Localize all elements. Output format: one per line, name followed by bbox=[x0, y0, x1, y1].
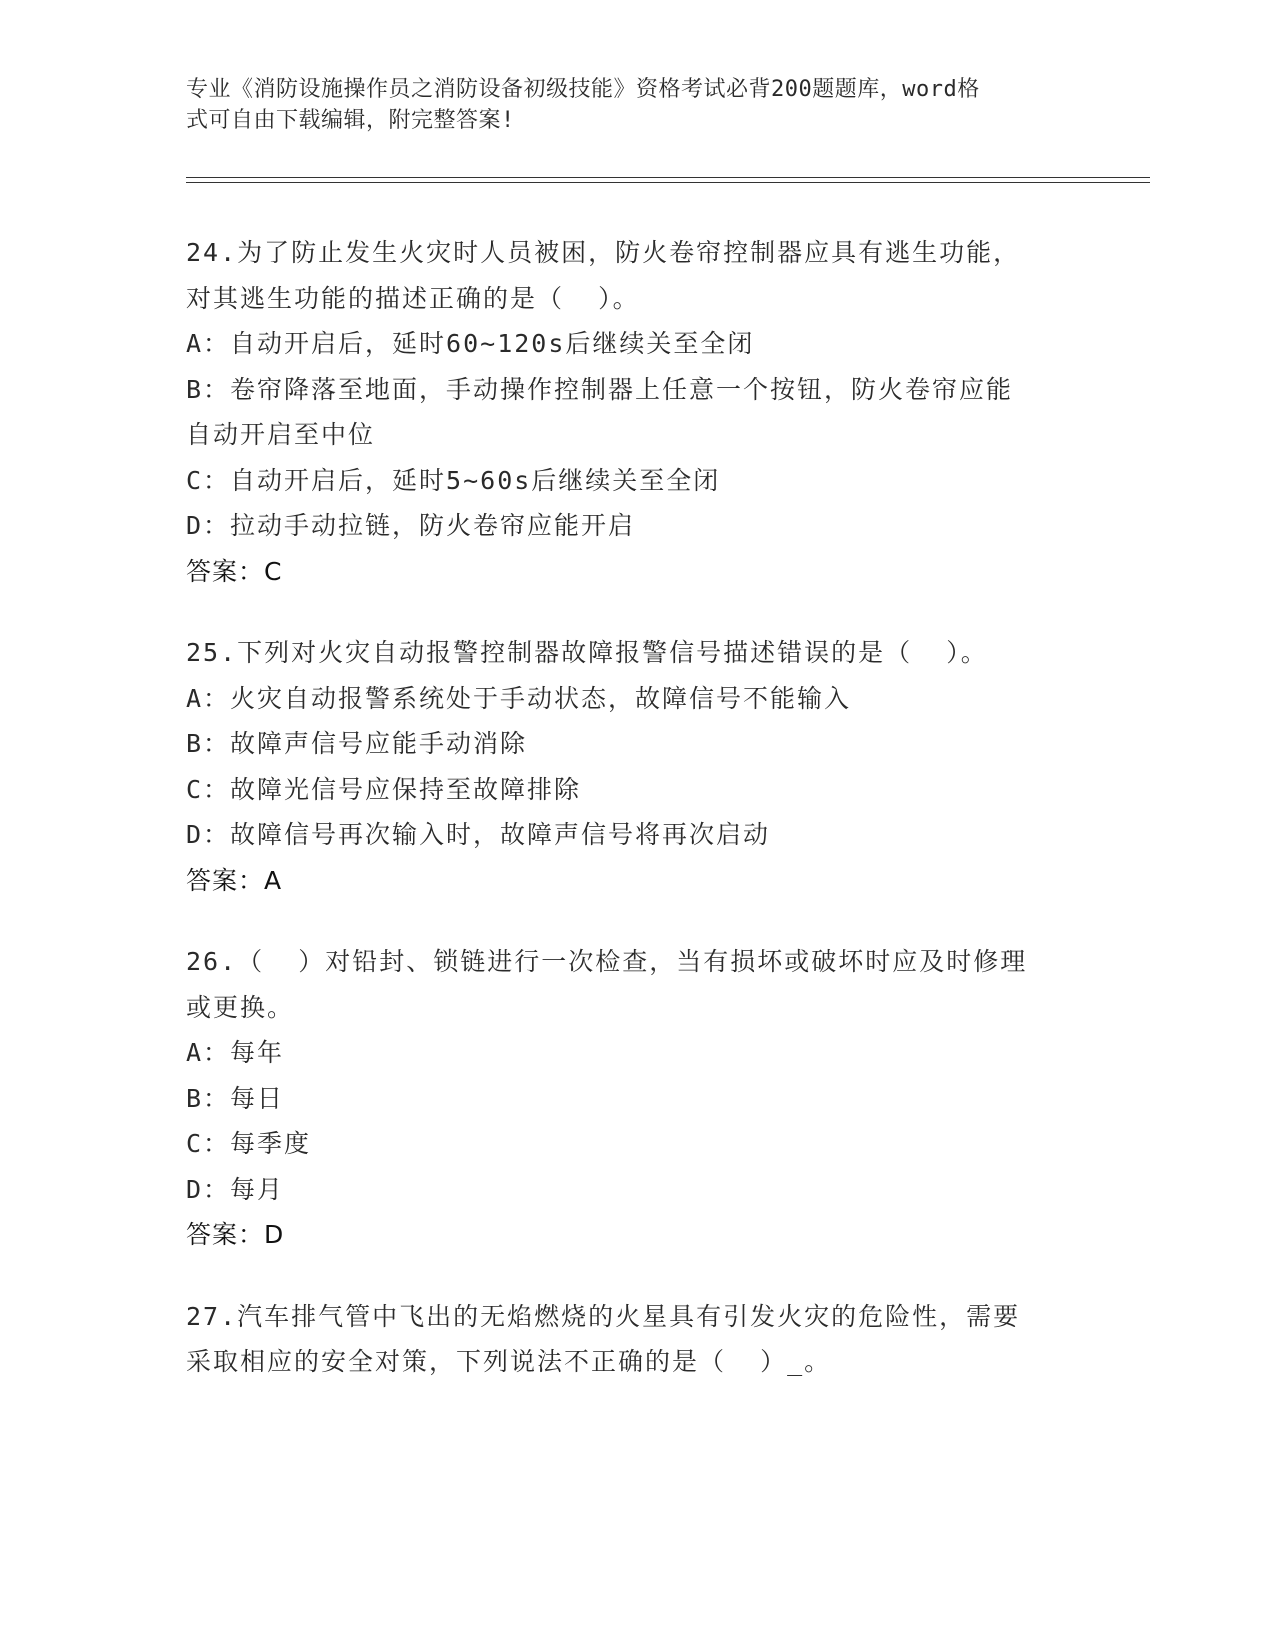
question-stem: 26.（ ）对铅封、锁链进行一次检查，当有损坏或破坏时应及时修理 bbox=[186, 947, 1028, 976]
question-stem: 对其逃生功能的描述正确的是（ ）。 bbox=[186, 283, 640, 313]
option-b-continued: 自动开启至中位 bbox=[186, 420, 376, 449]
question-stem: 24.为了防止发生火灾时人员被困，防火卷帘控制器应具有逃生功能， bbox=[186, 238, 1021, 267]
document-header bbox=[186, 74, 1066, 136]
option-d: D：拉动手动拉链，防火卷帘应能开启 bbox=[186, 511, 636, 540]
question-list bbox=[186, 230, 1086, 1385]
answer: 答案：C bbox=[186, 556, 283, 586]
question-stem: 27.汽车排气管中飞出的无焰燃烧的火星具有引发火灾的危险性，需要 bbox=[186, 1301, 1021, 1331]
answer: 答案：A bbox=[186, 865, 283, 895]
option-b: B：故障声信号应能手动消除 bbox=[186, 729, 528, 758]
header-line-1: 专业《消防设施操作员之消防设备初级技能》资格考试必背200题题库，word格 bbox=[186, 77, 980, 102]
question-stem: 采取相应的安全对策，下列说法不正确的是（ ）_。 bbox=[186, 1347, 832, 1376]
header-line-2: 式可自由下载编辑，附完整答案! bbox=[186, 108, 515, 133]
question-stem: 25.下列对火灾自动报警控制器故障报警信号描述错误的是（ ）。 bbox=[186, 638, 988, 667]
option-a: A：自动开启后，延时60~120s后继续关至全闭 bbox=[186, 329, 755, 358]
option-c: C：故障光信号应保持至故障排除 bbox=[186, 774, 582, 804]
question-27 bbox=[186, 1294, 1086, 1385]
question-25 bbox=[186, 630, 1086, 903]
option-c: C：每季度 bbox=[186, 1129, 312, 1158]
option-a: A：每年 bbox=[186, 1038, 285, 1067]
option-d: D：每月 bbox=[186, 1174, 285, 1204]
header-divider-bottom bbox=[186, 182, 1150, 183]
answer: 答案：D bbox=[186, 1220, 285, 1249]
question-26 bbox=[186, 939, 1086, 1258]
question-stem: 或更换。 bbox=[186, 992, 295, 1022]
option-d: D：故障信号再次输入时，故障声信号将再次启动 bbox=[186, 820, 771, 849]
option-b: B：每日 bbox=[186, 1083, 285, 1113]
option-b: B：卷帘降落至地面，手动操作控制器上任意一个按钮，防火卷帘应能 bbox=[186, 374, 1014, 404]
question-24 bbox=[186, 230, 1086, 594]
header-divider-top bbox=[186, 177, 1150, 178]
option-c: C：自动开启后，延时5~60s后继续关至全闭 bbox=[186, 465, 721, 495]
option-a: A：火灾自动报警系统处于手动状态，故障信号不能输入 bbox=[186, 683, 852, 713]
